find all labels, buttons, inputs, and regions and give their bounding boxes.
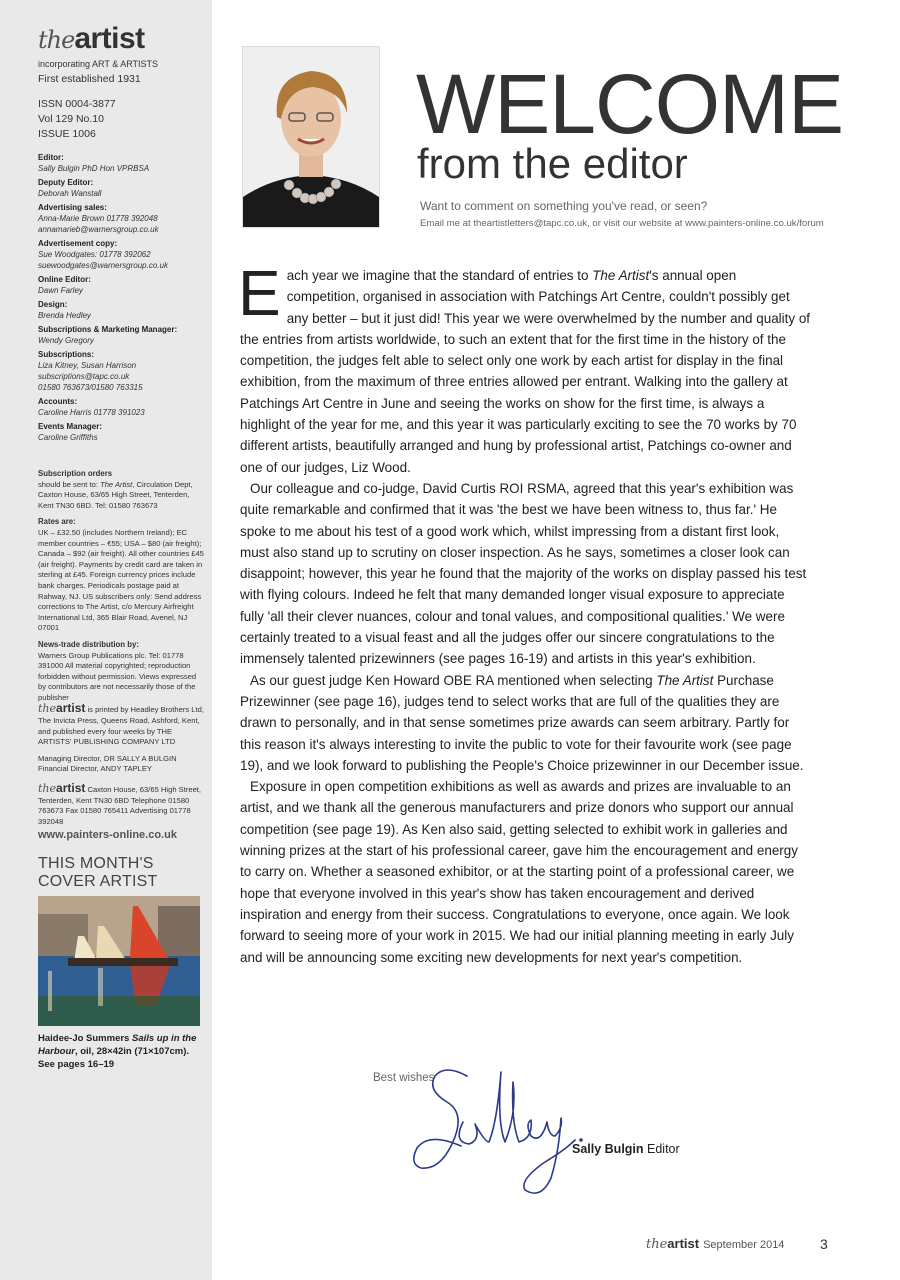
masthead [38,22,206,1071]
website-link[interactable]: www.painters-online.co.uk [38,829,177,842]
logo-artist: artist [74,22,145,55]
subs-text: should be sent to: The Artist, Circulation Dept, Caxton House, 63/65 High Street, Tenterden, Kent TN30 6BD. Tel: 01580 763673 [38,479,193,510]
welcome-heading: WELCOME [416,57,844,151]
address-text: theartist Caxton House, 63/65 High Street, Tenterden, Kent TN30 6BD Telephone 01580 763673 Fax 01580 765411 Advertising 01778 392048 [38,781,202,826]
staff-detail: Sally Bulgin PhD Hon VPRBSA [38,164,150,173]
established: First established 1931 [38,73,141,85]
staff-detail: Deborah Wanstall [38,189,102,198]
paragraph-1: Each year we imagine that the standard of entries to The Artist's annual open competition, organised in association with Patchings Art Centre, couldn't possibly get any better – but it just did! This year we were overwhelmed by the number and quality of the entries from artists worldwide, to such an extent that for the first time in the history of the competition, the judges felt able to select only one work by each artist for display in the final exhibition, from the maximum of three entries allowed per entrant. Walking into the gallery at Patchings Art Centre in June and seeing the works on show for the first time, is always a highlight of the year for me, and this year it was particularly exciting to see the 70 works by 70 different artists, beautifully arranged and hung by professional artist, Patchings co-owner and one of our judges, Liz Wood. [238,257,811,475]
footer-logo-artist: artist [667,1236,700,1251]
contact-email-line[interactable]: Email me at theartistletters@tapc.co.uk, or visit our website at www.painters-online.co.uk/forum [420,218,824,229]
staff-detail: suewoodgates@warnersgroup.co.uk [38,261,168,270]
mini-logo: theartist [38,701,86,716]
cover-painting-image [38,896,200,1026]
the-artist-logo [38,22,206,56]
rates-heading: Rates are: [38,517,76,527]
staff-detail: Sue Woodgates: 01778 392062 [38,250,151,259]
page-number: 3 [820,1236,828,1252]
issue: ISSUE 1006 [38,128,96,140]
staff-role: Accounts: [38,397,78,406]
staff-detail: annamarieb@warnersgroup.co.uk [38,225,159,234]
staff-detail: Dawn Farley [38,286,83,295]
staff-detail: subscriptions@tapc.co.uk [38,372,130,381]
staff-role: Events Manager: [38,422,103,431]
staff-role: Subscriptions & Marketing Manager: [38,325,178,334]
paragraph-3: As our guest judge Ken Howard OBE RA mentioned when selecting The Artist Purchase Prizewinner (see page 16), judges tend to select works that are full of the qualities they are drawn to personally, and in that sense sometimes prize awards can seem arbitrary. Partly for this reason it's always interesting to invite the public to vote for their favourite work (see page 19), and we look forward to publishing the People's Choice prizewinner in our December issue. [240,672,804,773]
volume: Vol 129 No.10 [38,113,104,125]
staff-list [38,152,206,443]
rates-text: UK – £32.50 (includes Northern Ireland); EC member countries – €55; USA – $80 (air freight); Canada – $92 (air freight). All other countries £45 (air freight). Payments by credit card are taken in sterling at £45. Foreign currency prices include bank charges. Periodicals postage paid at Rahway, NJ. US subscribers only: Send address corrections to The Artist, c/o Mercury Airfreight International Ltd, 365 Blair Road, Avenel, NJ 07001 [38,527,204,633]
news-heading: News-trade distribution by: [38,639,139,649]
masthead-sidebar [0,0,212,1280]
best-wishes: Best wishes [373,1072,435,1084]
news-text: Warners Group Publications plc. Tel: 01778 391000 All material copyrighted; reproduction forbidden without permission. Views expressed by contributors are not necessarily those of the publisher [38,650,197,702]
logo-the: the [38,26,75,54]
staff-role: Editor: [38,153,64,162]
editorial-body [238,257,812,968]
editor-signature [405,1062,605,1200]
staff-role: Advertisement copy: [38,239,118,248]
mini-logo: theartist [38,781,86,796]
staff-detail: Caroline Harris 01778 391023 [38,408,145,417]
staff-role: Design: [38,300,68,309]
staff-detail: 01580 763673/01580 763315 [38,383,143,392]
staff-role: Deputy Editor: [38,178,94,187]
printed-text: theartist is printed by Headley Brothers Ltd, The Invicta Press, Queens Road, Ashford, Kent, and published every four weeks by THE ARTISTS' PUBLISHING COMPANY LTD [38,701,204,747]
paragraph-2: Our colleague and co-judge, David Curtis ROI RSMA, agreed that this year's exhibition was quite remarkable and confirmed that it was 'the best we have been witness to, thus far.' He spoke to me about his test of a good work which, whilst impressing from a distant first look, must also stand up to scrutiny on closer inspection. As he says, sometimes a closer look can disappoint; however, this year he found that the majority of the works on display passed his test with flying colours. Indeed he felt that many demanded longer visual exposure to appreciate fully 'all their clever nuances, colour and tonal values, and compositional qualities.' We were certainly treated to a visual feast and all the judges offer our sincere congratulations to the immensely talented prizewinners (see pages 16-19) and artists in this year's exhibition. [240,480,807,667]
cover-caption: Haidee-Jo Summers Sails up in the Harbour, oil, 28×42in (71×107cm). See pages 16–19 [38,1033,197,1071]
footer-date: September 2014 [703,1239,785,1251]
staff-role: Advertising sales: [38,203,107,212]
tagline: incorporating ART & ARTISTS [38,59,159,69]
md-line-1: Managing Director, DR SALLY A BULGIN [38,753,177,763]
editor-photo [242,46,380,228]
editor-name: Sally Bulgin Editor [572,1142,680,1156]
page-footer [646,1236,784,1252]
cover-artist-heading: THIS MONTH'S COVER ARTIST [38,855,158,891]
footer-logo-the: the [646,1237,668,1252]
drop-cap: E [238,257,281,329]
issn: ISSN 0004-3877 [38,98,116,110]
paragraph-4: Exposure in open competition exhibitions as well as awards and prizes are invaluable to an artist, and we thank all the generous manufacturers and prize donors who support our annual competition (see page 19). As Ken also said, getting selected to exhibit work in galleries and winning prizes at the start of his professional career, gave him the encouragement and energy to carry on. Whether a seasoned exhibitor, or at the starting point of a professional career, we hope that everyone involved in this year's show has taken encouragement and derived inspiration and energy from their success. Congratulations to everyone, once again. We look forward to seeing more of your work in 2015. We had our initial planning meeting in early July and will be announcing some exciting new developments for next year's competition. [240,779,798,965]
subs-heading: Subscription orders [38,469,113,478]
staff-role: Online Editor: [38,275,91,284]
from-editor-subheading: from the editor [417,140,688,187]
staff-detail: Wendy Gregory [38,336,94,345]
staff-detail: Brenda Hedley [38,311,91,320]
staff-detail: Anna-Marie Brown 01778 392048 [38,214,158,223]
staff-detail: Liza Kitney, Susan Harrison [38,361,137,370]
staff-role: Subscriptions: [38,350,95,359]
subscription-info [38,469,206,841]
md-line-2: Financial Director, ANDY TAPLEY [38,764,152,774]
staff-detail: Caroline Griffiths [38,433,98,442]
comment-prompt: Want to comment on something you've read, or seen? [420,199,708,213]
